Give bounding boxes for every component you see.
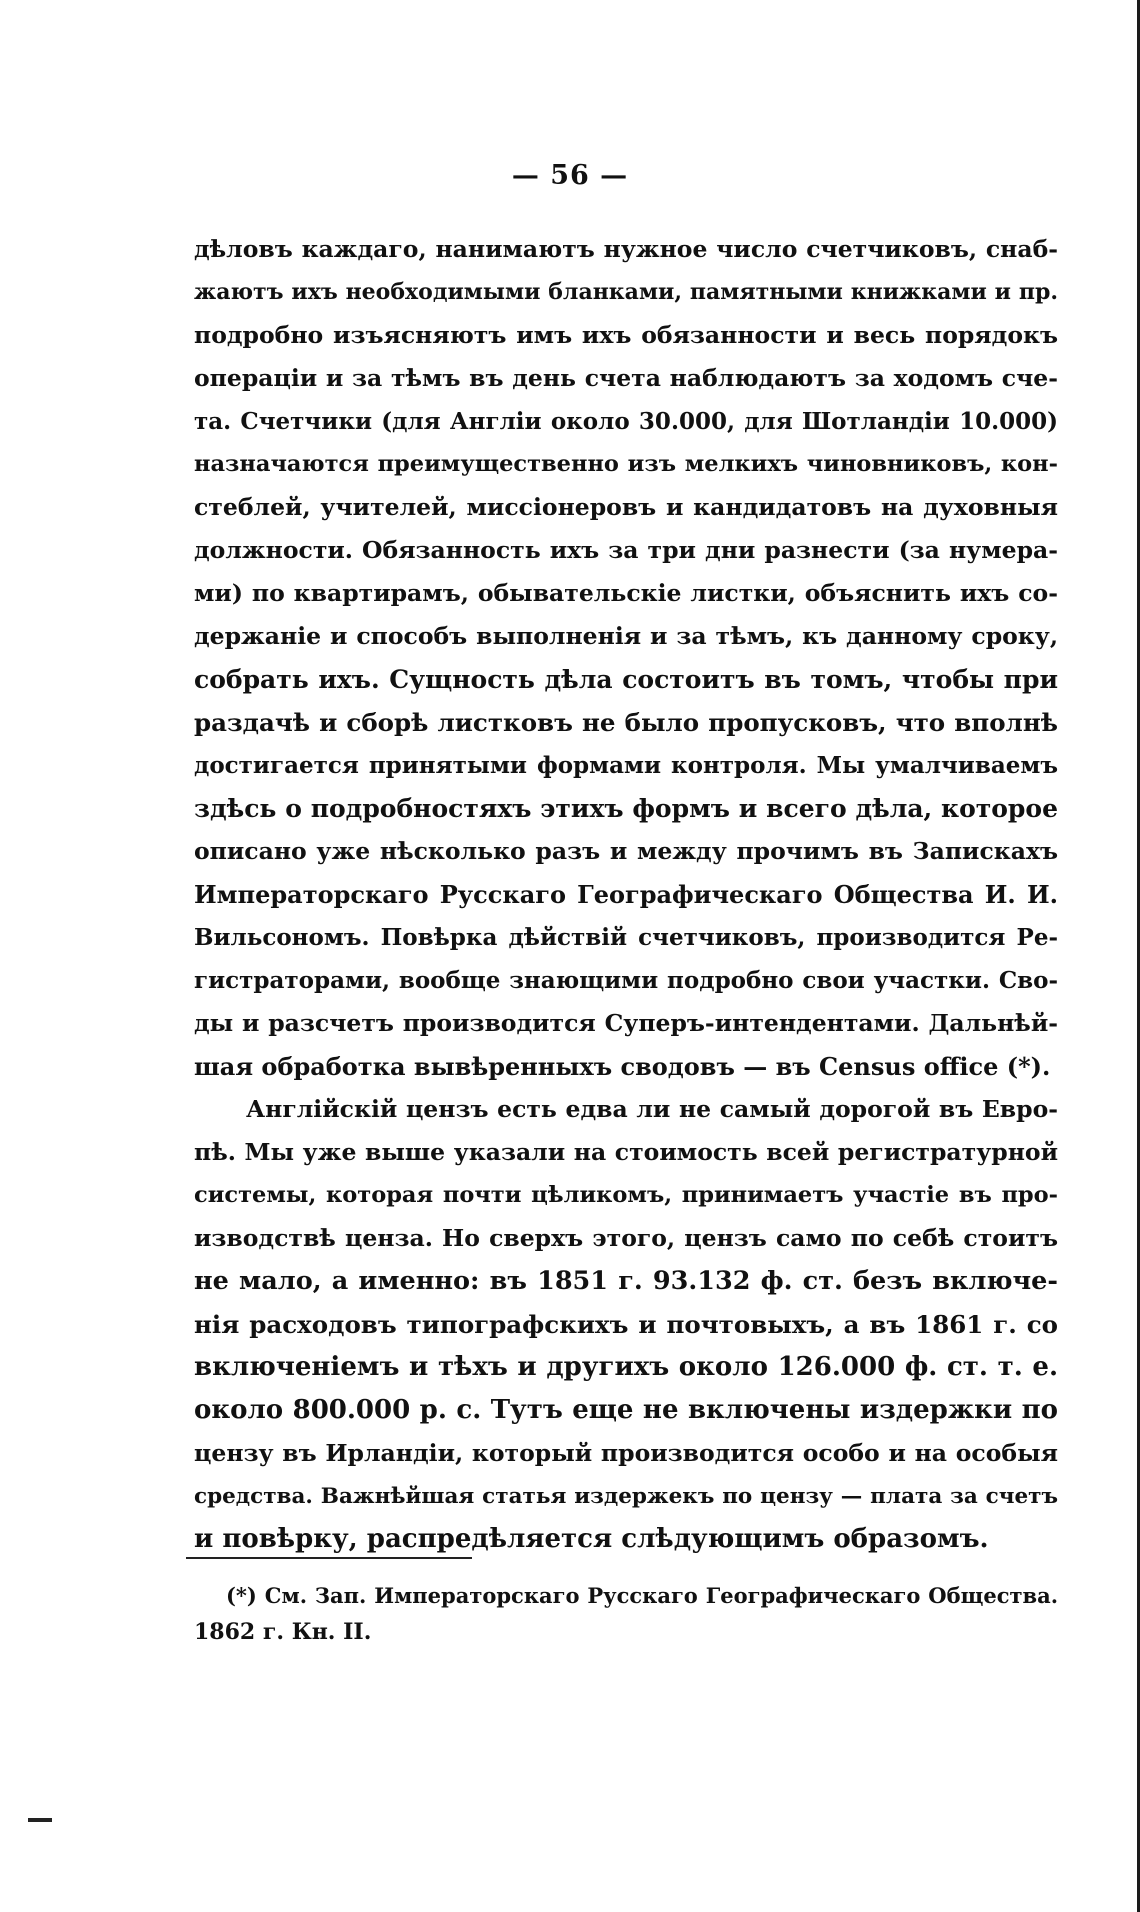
- text-line: собрать ихъ. Сущность дѣла состоитъ въ томъ, чтобы при: [194, 665, 1058, 694]
- text-line: не мало, а именно: въ 1851 г. 93.132 ф. ст. безъ включе-: [194, 1266, 1058, 1296]
- text-line: должности. Обязанность ихъ за три дни разнести (за нумера-: [194, 536, 1058, 564]
- text-line: стеблей, учителей, миссіонеровъ и кандидатовъ на духовныя: [194, 493, 1058, 521]
- text-line: та. Счетчики (для Англіи около 30.000, для Шотландіи 10.000): [194, 408, 1058, 435]
- text-line: достигается принятыми формами контроля. Мы умалчиваемъ: [194, 752, 1058, 779]
- text-line: нія расходовъ типографскихъ и почтовыхъ, а въ 1861 г. со: [194, 1310, 1058, 1339]
- footnote-line: (*) См. Зап. Императорскаго Русскаго Географическаго Общества.: [226, 1583, 1058, 1608]
- text-line: включеніемъ и тѣхъ и другихъ около 126.000 ф. ст. т. е.: [194, 1352, 1058, 1382]
- page-number: — 56 —: [511, 160, 629, 191]
- text-line: ды и разсчетъ производится Суперъ-интендентами. Дальнѣй-: [194, 1009, 1058, 1037]
- text-line: Императорскаго Русскаго Географическаго Общества И. И.: [194, 880, 1058, 909]
- text-line: Англійскій цензъ есть едва ли не самый дорогой въ Евро-: [246, 1095, 1058, 1123]
- text-line: держаніе и способъ выполненія и за тѣмъ, къ данному сроку,: [194, 622, 1058, 650]
- text-line: описано уже нѣсколько разъ и между прочимъ въ Запискахъ: [194, 837, 1058, 865]
- text-line: подробно изъясняютъ имъ ихъ обязанности и весь порядокъ: [194, 321, 1058, 349]
- text-line: назначаются преимущественно изъ мелкихъ чиновниковъ, кон-: [194, 451, 1058, 477]
- footnote-divider: [186, 1557, 472, 1559]
- text-line: ми) по квартирамъ, обывательскіе листки, объяснить ихъ со-: [194, 579, 1058, 607]
- footnote-line: 1862 г. Кн. II.: [194, 1619, 372, 1645]
- footnote: [194, 1578, 1058, 1650]
- margin-mark: [28, 1818, 52, 1822]
- text-line: шая обработка вывѣренныхъ сводовъ — въ Census office (*).: [194, 1052, 1051, 1081]
- text-line: операціи и за тѣмъ въ день счета наблюдаютъ за ходомъ сче-: [194, 364, 1058, 392]
- text-line: около 800.000 р. с. Тутъ еще не включены издержки по: [194, 1395, 1058, 1425]
- text-line: средства. Важнѣйшая статья издержекъ по цензу — плата за счетъ: [194, 1484, 1058, 1509]
- text-line: Вильсономъ. Повѣрка дѣйствій счетчиковъ, производится Ре-: [194, 924, 1058, 951]
- text-line: пѣ. Мы уже выше указали на стоимость всей регистратурной: [194, 1138, 1058, 1166]
- text-line: гистраторами, вообще знающими подробно свои участки. Сво-: [194, 967, 1058, 994]
- text-line: раздачѣ и сборѣ листковъ не было пропусковъ, что вполнѣ: [194, 708, 1058, 737]
- text-line: здѣсь о подробностяхъ этихъ формъ и всего дѣла, которое: [194, 794, 1058, 823]
- text-line: изводствѣ ценза. Но сверхъ этого, цензъ само по себѣ стоитъ: [194, 1224, 1058, 1252]
- body-text: [194, 228, 1058, 1561]
- text-line: цензу въ Ирландіи, который производится особо и на особыя: [194, 1439, 1058, 1467]
- text-line: дѣловъ каждаго, нанимаютъ нужное число счетчиковъ, снаб-: [194, 235, 1058, 263]
- text-line: жаютъ ихъ необходимыми бланками, памятными книжками и пр.: [194, 279, 1058, 305]
- text-line: и повѣрку, распредѣляется слѣдующимъ образомъ.: [194, 1524, 989, 1554]
- text-line: системы, которая почти цѣликомъ, принимаетъ участіе въ про-: [194, 1182, 1058, 1208]
